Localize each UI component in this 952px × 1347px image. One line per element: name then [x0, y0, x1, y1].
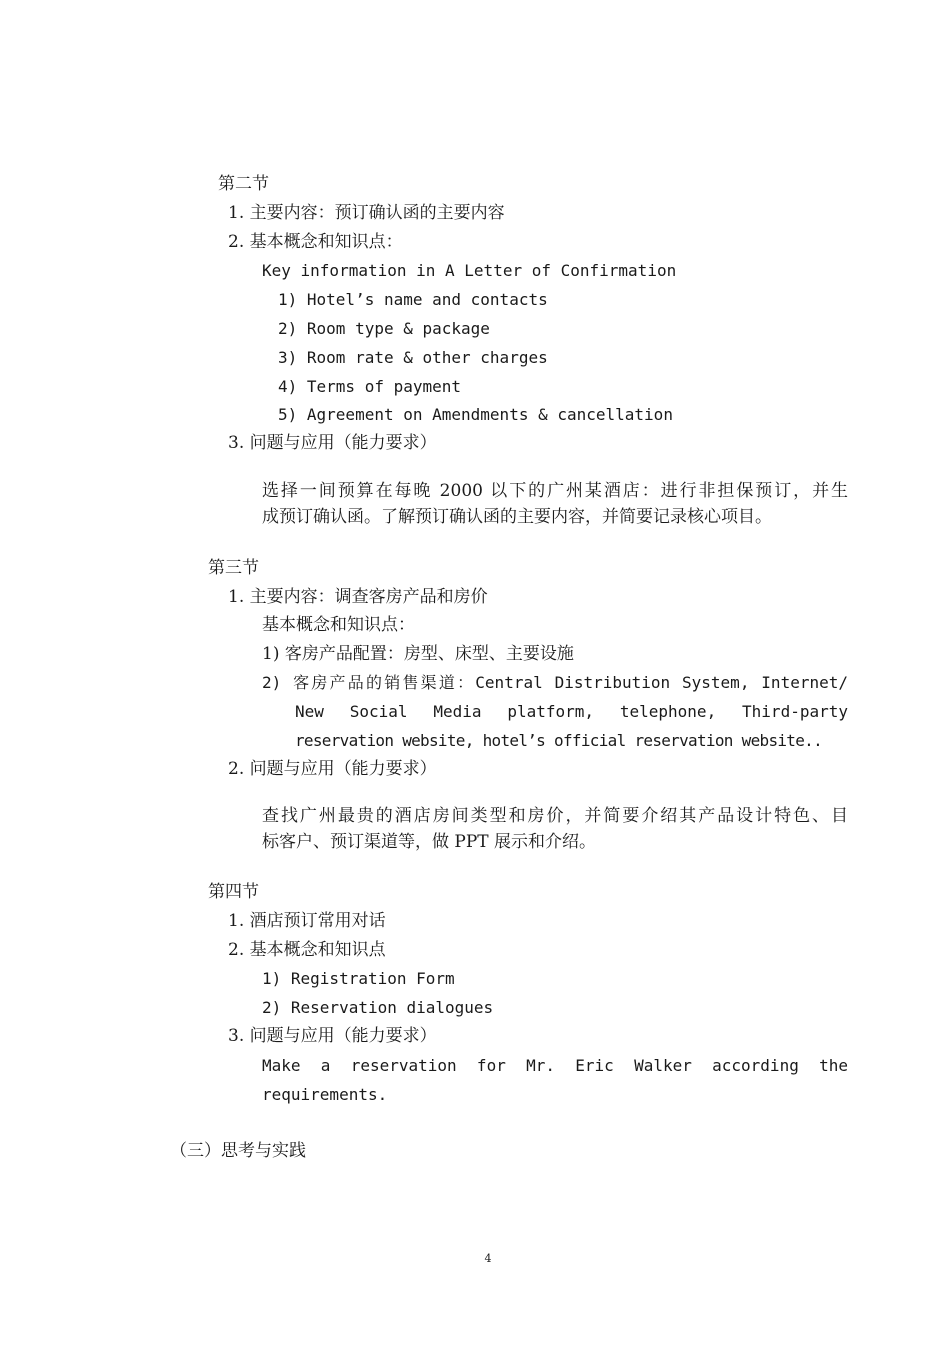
section-2-point-3: 3) Room rate & other charges [278, 348, 548, 367]
section-2-point-2: 2) Room type & package [278, 319, 490, 338]
part-3-heading: （三）思考与实践 [170, 1141, 306, 1161]
section-2-heading: 第二节 [218, 174, 269, 194]
section-4-item-3: 3. 问题与应用（能力要求） [228, 1026, 437, 1046]
section-3-heading: 第三节 [208, 558, 259, 578]
section-4-task-line-1: Make a reservation for Mr. Eric Walker according the [262, 1056, 848, 1075]
section-2-point-5: 5) Agreement on Amendments & cancellation [278, 405, 673, 424]
section-2-item-1: 1. 主要内容：预订确认函的主要内容 [228, 203, 505, 223]
section-2-point-4: 4) Terms of payment [278, 377, 462, 396]
section-3-point-2-line-1: 2) 客房产品的销售渠道：Central Distribution System, Internet/ [262, 673, 848, 692]
section-2-key-title: Key information in A Letter of Confirmation [262, 261, 677, 280]
section-3-item-1: 1. 主要内容：调查客房产品和房价 [228, 587, 488, 607]
section-4-point-2: 2) Reservation dialogues [262, 998, 494, 1017]
section-2-point-1: 1) Hotel’s name and contacts [278, 290, 548, 309]
section-3-concepts: 基本概念和知识点： [262, 615, 415, 635]
section-4-item-1: 1. 酒店预订常用对话 [228, 911, 386, 931]
section-2-task-line-2: 成预订确认函。了解预订确认函的主要内容，并简要记录核心项目。 [262, 507, 772, 527]
section-4-task-line-2: requirements. [262, 1085, 388, 1104]
section-4-heading: 第四节 [208, 882, 259, 902]
section-4-item-2: 2. 基本概念和知识点 [228, 940, 386, 960]
section-3-point-2-line-3: reservation website, hotel’s official reservation website.. [295, 731, 823, 750]
section-3-point-1: 1) 客房产品配置：房型、床型、主要设施 [262, 644, 574, 664]
section-2-task-line-1: 选择一间预算在每晚 2000 以下的广州某酒店：进行非担保预订，并生 [262, 481, 848, 501]
section-3-task-line-1: 查找广州最贵的酒店房间类型和房价，并简要介绍其产品设计特色、目 [262, 806, 848, 826]
section-2-item-2: 2. 基本概念和知识点： [228, 232, 403, 252]
section-3-item-2: 2. 问题与应用（能力要求） [228, 759, 437, 779]
section-4-point-1: 1) Registration Form [262, 969, 455, 988]
section-2-item-3: 3. 问题与应用（能力要求） [228, 433, 437, 453]
page-number: 4 [484, 1252, 492, 1265]
section-3-task-line-2: 标客户、预订渠道等，做 PPT 展示和介绍。 [262, 832, 597, 852]
section-3-point-2-line-2: New Social Media platform, telephone, Third-party [295, 702, 848, 721]
